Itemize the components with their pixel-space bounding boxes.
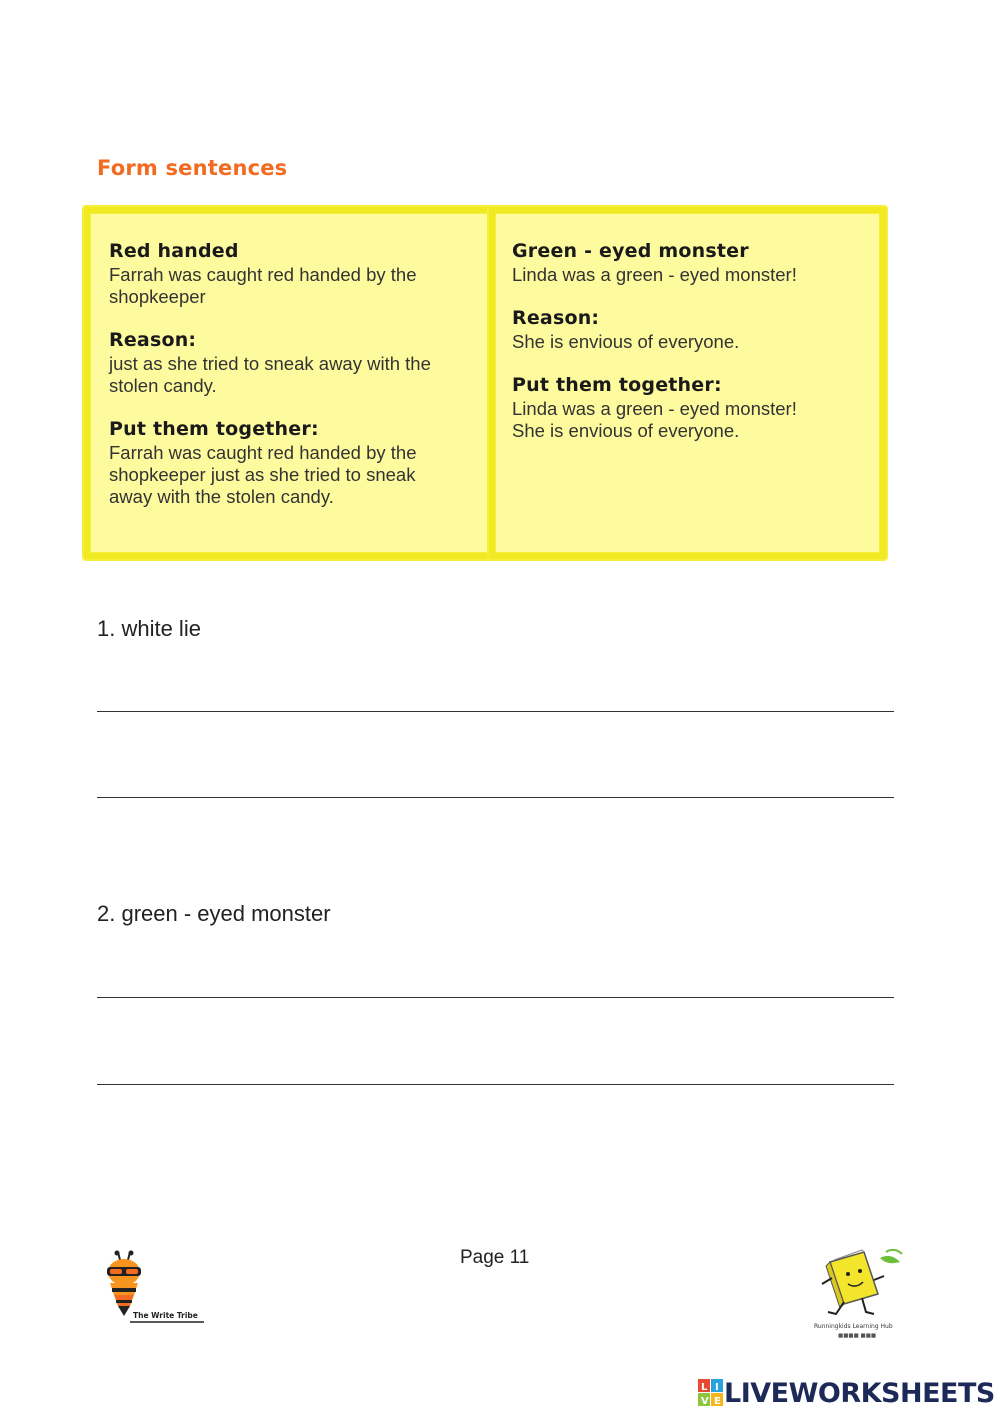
reason-line: just as she tried to sneak away with the [109, 353, 431, 374]
reason-heading: Reason: [109, 329, 197, 351]
write-tribe-logo [100, 1250, 210, 1330]
liveworksheets-brand[interactable] [698, 1376, 995, 1410]
section-title: Form sentences [97, 156, 288, 180]
answer-line-2a[interactable] [97, 997, 894, 998]
block-letter-e: E [714, 1396, 721, 1407]
example-box-red-handed [84, 207, 495, 559]
example-box-green-eyed [489, 207, 886, 559]
answer-line-1a[interactable] [97, 711, 894, 712]
runningkids-subtext: ■■■■ ■■■ [838, 1333, 877, 1339]
together-line: shopkeeper just as she tried to sneak [109, 464, 416, 485]
together-line: Farrah was caught red handed by the [109, 442, 417, 463]
liveworksheets-blocks-icon [698, 1379, 724, 1407]
running-book-icon [808, 1244, 908, 1340]
idiom-sentence-line: Farrah was caught red handed by the [109, 264, 417, 285]
together-line: She is envious of everyone. [512, 420, 740, 441]
bee-mascot-icon [100, 1250, 210, 1330]
idiom-heading: Red handed [109, 240, 239, 262]
block-letter-i: I [715, 1382, 719, 1393]
idiom-sentence-line: shopkeeper [109, 286, 206, 307]
block-letter-v: V [701, 1396, 709, 1407]
idiom-heading: Green - eyed monster [512, 240, 749, 262]
block-letter-l: L [701, 1382, 708, 1393]
question-1-label: 1. white lie [97, 616, 201, 641]
answer-line-1b[interactable] [97, 797, 894, 798]
together-heading: Put them together: [512, 374, 722, 396]
write-tribe-text: The Write Tribe [133, 1311, 198, 1320]
reason-line: She is envious of everyone. [512, 331, 740, 352]
together-line: away with the stolen candy. [109, 486, 334, 507]
reason-line: stolen candy. [109, 375, 217, 396]
idiom-sentence-line: Linda was a green - eyed monster! [512, 264, 797, 285]
reason-heading: Reason: [512, 307, 600, 329]
liveworksheets-text: LIVEWORKSHEETS [724, 1377, 995, 1409]
question-2-label: 2. green - eyed monster [97, 901, 331, 926]
answer-line-2b[interactable] [97, 1084, 894, 1085]
together-line: Linda was a green - eyed monster! [512, 398, 797, 419]
runningkids-logo [808, 1244, 908, 1340]
together-heading: Put them together: [109, 418, 319, 440]
runningkids-text: Runningkids Learning Hub [814, 1323, 893, 1330]
page-number: Page 11 [460, 1247, 530, 1268]
